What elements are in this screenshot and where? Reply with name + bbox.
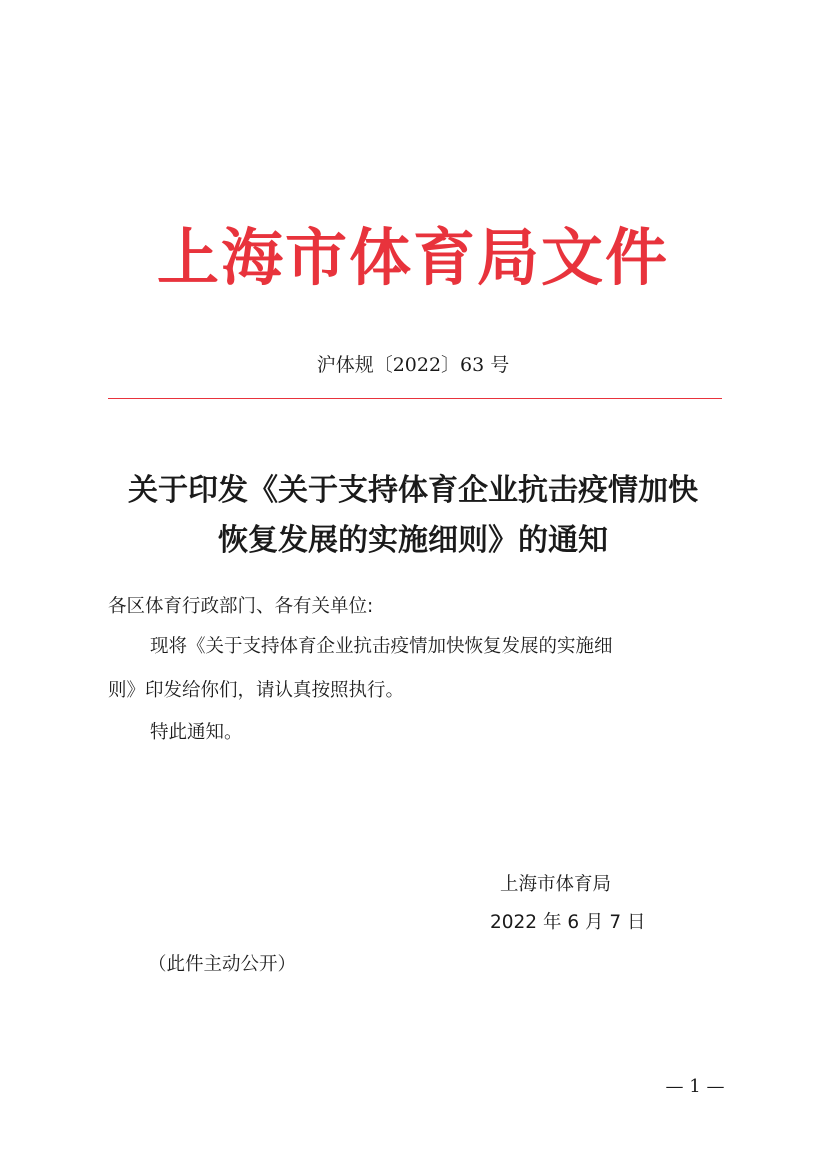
issuer-red-header: 上海市体育局文件 — [156, 221, 669, 294]
document-number: 沪体规〔2022〕63 号 — [316, 354, 510, 376]
signing-organization: 上海市体育局 — [500, 874, 612, 895]
page-number: — 1 — — [665, 1076, 725, 1097]
signing-date: 2022 年 6 月 7 日 — [490, 912, 646, 933]
disclosure-note: （此件主动公开） — [148, 954, 297, 975]
closing-phrase: 特此通知。 — [150, 722, 243, 743]
title-line-1: 关于印发《关于支持体育企业抗击疫情加快 — [128, 473, 698, 508]
salutation: 各区体育行政部门、各有关单位: — [108, 596, 374, 617]
red-separator-line — [108, 398, 722, 399]
body-paragraph-line-1: 现将《关于支持体育企业抗击疫情加快恢复发展的实施细 — [150, 636, 613, 657]
title-line-2: 恢复发展的实施细则》的通知 — [218, 523, 608, 558]
body-paragraph-line-2: 则》印发给你们，请认真按照执行。 — [108, 680, 405, 701]
document-title — [0, 466, 826, 566]
